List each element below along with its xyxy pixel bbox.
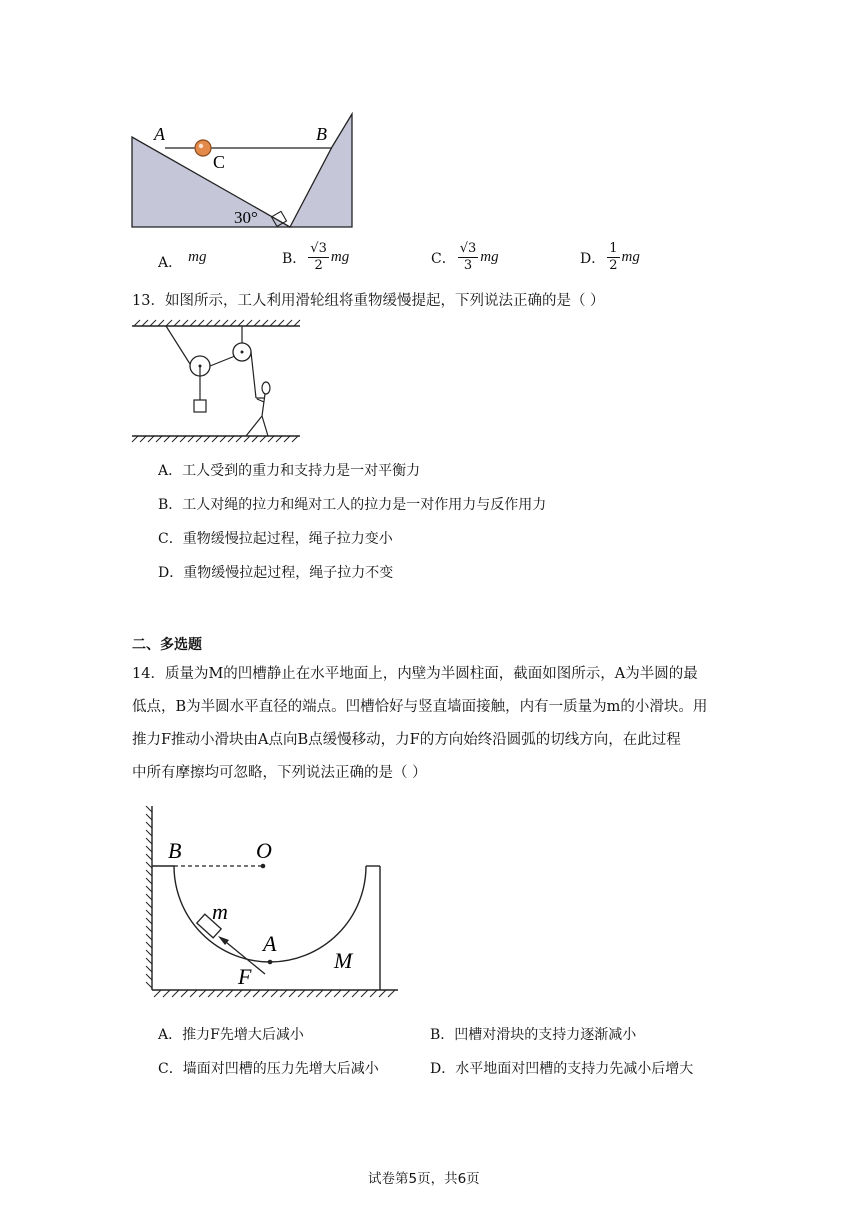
q14-option-a: A．推力F先增大后减小 <box>158 1027 304 1043</box>
label-o: O <box>256 838 272 863</box>
q14-stem-line: 14．质量为M的凹槽静止在水平地面上，内壁为半圆柱面，截面如图所示，A为半圆的最 <box>132 666 698 682</box>
option-unit: mg <box>480 249 499 265</box>
option-letter: D． <box>580 250 606 267</box>
option-letter: C． <box>431 250 456 267</box>
q14-stem-line: 低点，B为半圆水平直径的端点。凹槽恰好与竖直墙面接触，内有一质量为m的小滑块。用 <box>132 699 708 715</box>
label-c: C <box>213 152 226 172</box>
numerator: √3 <box>310 241 327 256</box>
option-unit: mg <box>621 249 640 265</box>
pulley-figure <box>128 318 303 448</box>
q14-stem <box>132 658 732 790</box>
q13-option-c: C．重物缓慢拉起过程，绳子拉力变小 <box>158 531 393 547</box>
incline-figure <box>120 110 370 235</box>
label-m: m <box>212 899 228 924</box>
angle-label: 30° <box>234 208 258 227</box>
option-value: mg <box>188 249 207 265</box>
q14-option-c: C．墙面对凹槽的压力先增大后减小 <box>158 1061 379 1077</box>
label-b: B <box>316 124 327 144</box>
rope-right <box>251 352 256 398</box>
denominator: 2 <box>609 258 618 273</box>
point-a <box>268 960 273 965</box>
fraction <box>607 241 619 274</box>
label-f: F <box>238 964 252 989</box>
load-box <box>194 400 206 412</box>
label-b: B <box>168 838 182 863</box>
section-title: 二、多选题 <box>132 637 202 653</box>
q13-option-b: B．工人对绳的拉力和绳对工人的拉力是一对作用力与反作用力 <box>158 497 547 513</box>
q13-option-d: D．重物缓慢拉起过程，绳子拉力不变 <box>158 565 394 581</box>
q13-option-a: A．工人受到的重力和支持力是一对平衡力 <box>158 463 421 479</box>
denominator: 2 <box>314 258 323 273</box>
floor-hatch <box>132 436 298 442</box>
numerator: √3 <box>459 241 477 256</box>
page-footer: 试卷第5页，共6页 <box>368 1171 480 1187</box>
groove-figure <box>136 800 406 1005</box>
option-letter: B． <box>282 250 307 267</box>
q14-option-b: B．凹槽对滑块的支持力逐渐减小 <box>430 1027 637 1043</box>
ground-hatch <box>154 990 395 997</box>
denominator: 3 <box>463 258 473 273</box>
label-big-m: M <box>334 948 353 973</box>
wall-hatch <box>146 806 152 988</box>
q12-option-c <box>431 241 499 274</box>
point-o <box>261 864 266 869</box>
ceiling-hatch <box>134 320 300 326</box>
option-unit: mg <box>330 249 350 265</box>
q14-stem-line: 中所有摩擦均可忽略，下列说法正确的是（ ） <box>132 765 427 781</box>
numerator: 1 <box>609 241 618 256</box>
q12-option-d <box>580 241 640 274</box>
option-letter: A． <box>158 255 183 271</box>
q14-stem-line: 推力F推动小滑块由A点向B点缓慢移动，力F的方向始终沿圆弧的切线方向，在此过程 <box>132 732 681 748</box>
rope-left <box>166 326 190 364</box>
fraction <box>458 241 479 274</box>
worker-icon <box>246 382 270 436</box>
label-a: A <box>154 124 165 144</box>
q13-stem: 13．如图所示，工人利用滑轮组将重物缓慢提起，下列说法正确的是（ ） <box>132 293 605 309</box>
label-a: A <box>263 931 277 956</box>
q12-option-a <box>158 249 207 272</box>
ball-highlight <box>199 144 203 148</box>
ball-c <box>195 140 211 156</box>
q12-option-b <box>282 241 349 274</box>
fixed-pulley-axle <box>241 351 244 354</box>
fraction <box>308 241 329 274</box>
q14-option-d: D．水平地面对凹槽的支持力先减小后增大 <box>430 1061 694 1077</box>
rope-middle <box>210 356 235 366</box>
